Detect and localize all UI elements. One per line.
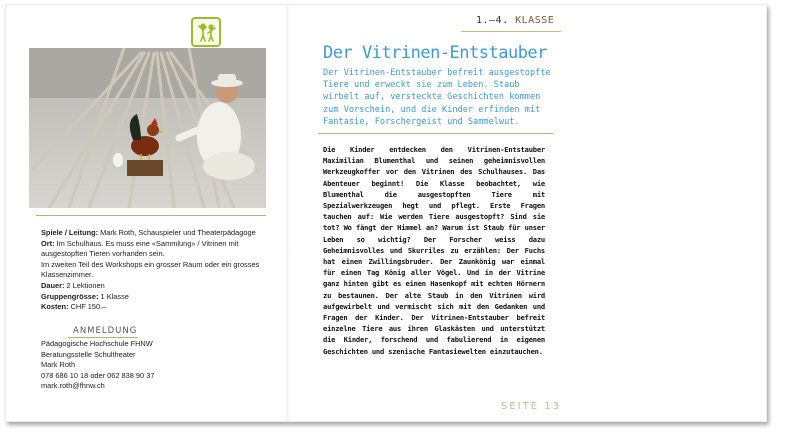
info-kosten: Kosten: CHF 150.– (41, 302, 107, 312)
anmeldung-underline (68, 337, 138, 338)
page-fold (286, 5, 292, 421)
anmeldung-heading: ANMELDUNG (73, 326, 138, 336)
body-text: Die Kinder entdecken den Vitrinen-Entstauber Maximilian Blumenthal und seinen geheimnisvollen Werkzeugkoffer vor den Vitrinen des Schulhauses. Das Abenteuer beginnt! Die Klasse beobachtet, wie Blumenthal die ausgestopften Tiere mit Spezialwerkzeugen hegt und pflegt. Erste Fragen tauchen auf: Wie werden Tiere ausgestopft? Sind sie tot? Wo fängt der Himmel an? Warum ist Staub für unser Leben so wichtig? Der Forscher weiss dazu Geheimnisvolles und Skurriles zu erzählen: Der Fuchs hat einen Zwillingsbruder. Der Zaunkönig war einmal für einen Tag König aller Vögel. Und in der Vitrine ganz hinten gibt es einen Hasenkopf mit echten Hörnern zu bestaunen. Der alte Staub in den Vitrinen wird aufgewirbelt und vermischt sich mit den Gedanken und Fragen der Kinder. Der Vitrinen-Entstauber befreit einzelne Tiere aus ihren Glaskästen und unterstützt die Kinder, forschend und fabulierend in eigenen Geschichten und szenische Fantasiewelten einzutauchen. (323, 145, 545, 356)
info-dauer: Dauer: 2 Lektionen (41, 280, 105, 290)
contact-dept: Beratungsstelle Schultheater (41, 349, 136, 359)
grade-header (476, 15, 554, 26)
grade-range: 1.–4. (476, 15, 509, 26)
grade-label: KLASSE (515, 15, 555, 26)
contact-org: Pädagogische Hochschule FHNW (41, 339, 153, 348)
page-title: Der Vitrinen-Entstauber (323, 43, 547, 63)
contact-name: Mark Roth (41, 360, 76, 370)
page-number: SEITE 13 (501, 401, 561, 412)
contact-email[interactable]: mark.roth@fhnw.ch (41, 381, 105, 391)
info-ort-note: Im zweiten Teil des Workshops ein grosser Raum oder ein grosses Klassenzimmer. (41, 259, 260, 280)
divider-line (36, 215, 266, 216)
info-leitung: Spiele / Leitung: Mark Roth, Schauspieler und Theaterpädagoge (41, 228, 256, 237)
header-underline (461, 31, 561, 32)
info-ort: Ort: Im Schulhaus. Es muss eine «Sammlung» / Vitrinen mit ausgestopften Tieren vorhanden sein. (41, 238, 239, 259)
info-gruppe: Gruppengrösse: 1 Klasse (41, 291, 129, 301)
lead-divider (318, 133, 553, 134)
workshop-photo (29, 48, 266, 208)
workshop-info (41, 228, 281, 313)
contact-block (41, 339, 281, 392)
theater-logo-icon (191, 17, 221, 47)
contact-phone: 078 686 10 18 oder 062 838 90 37 (41, 370, 155, 380)
lead-paragraph: Der Vitrinen-Entstauber befreit ausgestopfte Tiere und erweckt sie zum Leben. Staub wirbelt auf, versteckte Geschichten kommen zum Vorschein, und die Kinder erfinden mit Fantasie, Forschergeist und Sammelwut. (323, 68, 551, 127)
booklet-spread (5, 4, 767, 422)
